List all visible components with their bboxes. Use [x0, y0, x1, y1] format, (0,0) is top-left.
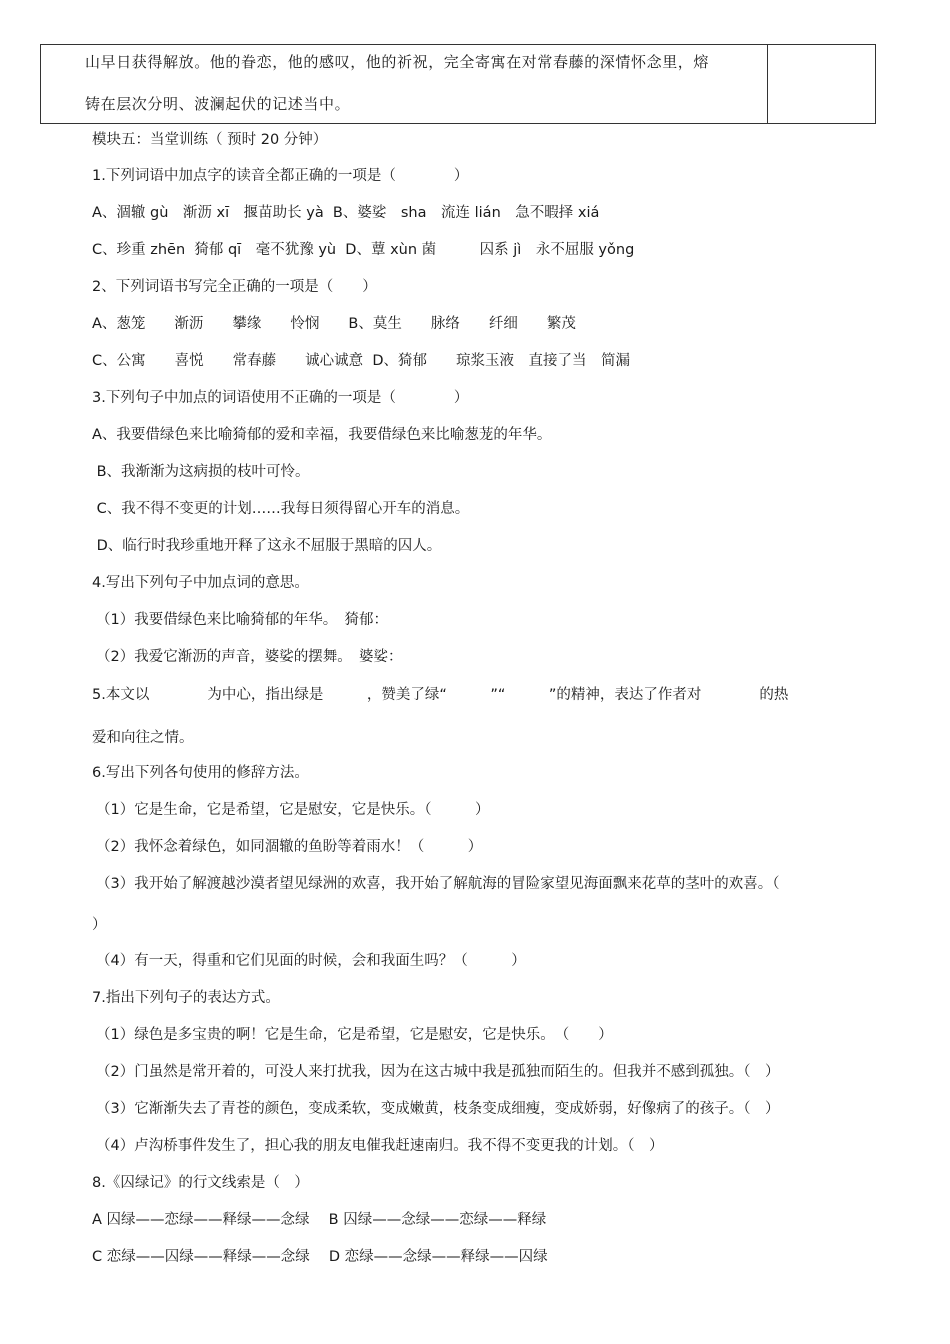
- q7-item-2: （2）门虽然是常开着的，可没人来打扰我，因为在这古城中我是孤独而陌生的。但我并不感到孤独。（ ）: [96, 1064, 780, 1080]
- q2-options-ab: A、葱笼 渐沥 攀缘 怜悯 B、莫生 脉络 纤细 繁茂: [92, 316, 576, 332]
- question-3: 3.下列句子中加点的词语使用不正确的一项是（ ）: [92, 390, 469, 406]
- table-divider: [767, 45, 768, 123]
- question-6: 6.写出下列各句使用的修辞方法。: [92, 765, 309, 781]
- question-5: 5.本文以 为中心，指出绿是 ，赞美了绿“ ”“ ”的精神，表达了作者对 的热: [92, 687, 789, 703]
- q6-item-3: （3）我开始了解渡越沙漠者望见绿洲的欢喜，我开始了解航海的冒险家望见海面飘来花草的茎叶的欢喜。（: [96, 876, 780, 892]
- q6-item-1: （1）它是生命，它是希望，它是慰安，它是快乐。（ ）: [96, 802, 490, 818]
- q3-option-a: A、我要借绿色来比喻猗郁的爱和幸福，我要借绿色来比喻葱茏的年华。: [92, 427, 552, 443]
- q7-item-4: （4）卢沟桥事件发生了，担心我的朋友电催我赶速南归。我不得不变更我的计划。（ ）: [96, 1138, 664, 1154]
- q4-item-2: （2）我爱它渐沥的声音，婆娑的摆舞。 婆娑：: [96, 649, 403, 665]
- continuation-table: [40, 44, 876, 124]
- q3-option-c: C、我不得不变更的计划……我每日须得留心开车的消息。: [92, 501, 470, 517]
- question-5-cont: 爱和向往之情。: [92, 730, 194, 746]
- q3-option-b: B、我渐渐为这病损的枝叶可怜。: [92, 464, 310, 480]
- q3-option-d: D、临行时我珍重地开释了这永不屈服于黑暗的囚人。: [92, 538, 442, 554]
- question-2: 2、下列词语书写完全正确的一项是（ ）: [92, 279, 377, 295]
- question-7: 7.指出下列句子的表达方式。: [92, 990, 280, 1006]
- question-8: 8.《囚绿记》的行文线索是（ ）: [92, 1175, 309, 1191]
- q1-options-cd: C、珍重 zhēn 猗郁 qī 毫不犹豫 yù D、蕈 xùn 菌 囚系 jì 永不屈服 yǒng: [92, 242, 635, 258]
- q2-options-cd: C、公寓 喜悦 常春藤 诚心诚意 D、猗郁 琼浆玉液 直接了当 简漏: [92, 353, 631, 369]
- table-text-line-2: 铸在层次分明、波澜起伏的记述当中。: [85, 95, 351, 113]
- q6-item-2: （2）我怀念着绿色，如同涸辙的鱼盼等着雨水！（ ）: [96, 839, 483, 855]
- q6-item-4: （4）有一天，得重和它们见面的时候，会和我面生吗？（ ）: [96, 953, 526, 969]
- q4-item-1: （1）我要借绿色来比喻猗郁的年华。 猗郁：: [96, 612, 388, 628]
- q1-options-ab: A、涸辙 gù 渐沥 xī 揠苗助长 yà B、婆娑 sha 流连 lián 急不暇择 xiá: [92, 205, 600, 221]
- table-text-line-1: 山早日获得解放。他的眷恋，他的感叹，他的祈祝，完全寄寓在对常春藤的深情怀念里，熔: [85, 53, 710, 71]
- q7-item-1: （1）绿色是多宝贵的啊！它是生命，它是希望，它是慰安，它是快乐。 （ ）: [96, 1027, 613, 1043]
- question-4: 4.写出下列句子中加点词的意思。: [92, 575, 309, 591]
- section-heading: 模块五：当堂训练（ 预时 20 分钟）: [92, 132, 328, 148]
- question-1: 1.下列词语中加点字的读音全都正确的一项是（ ）: [92, 168, 469, 184]
- q8-options-cd: C 恋绿——囚绿——释绿——念绿 D 恋绿——念绿——释绿——囚绿: [92, 1249, 548, 1265]
- q8-options-ab: A 囚绿——恋绿——释绿——念绿 B 囚绿——念绿——恋绿——释绿: [92, 1212, 547, 1228]
- q7-item-3: （3）它渐渐失去了青苍的颜色，变成柔软，变成嫩黄，枝条变成细瘦，变成娇弱，好像病了的孩子。（ ）: [96, 1101, 780, 1117]
- q6-item-3-cont: ）: [92, 917, 107, 933]
